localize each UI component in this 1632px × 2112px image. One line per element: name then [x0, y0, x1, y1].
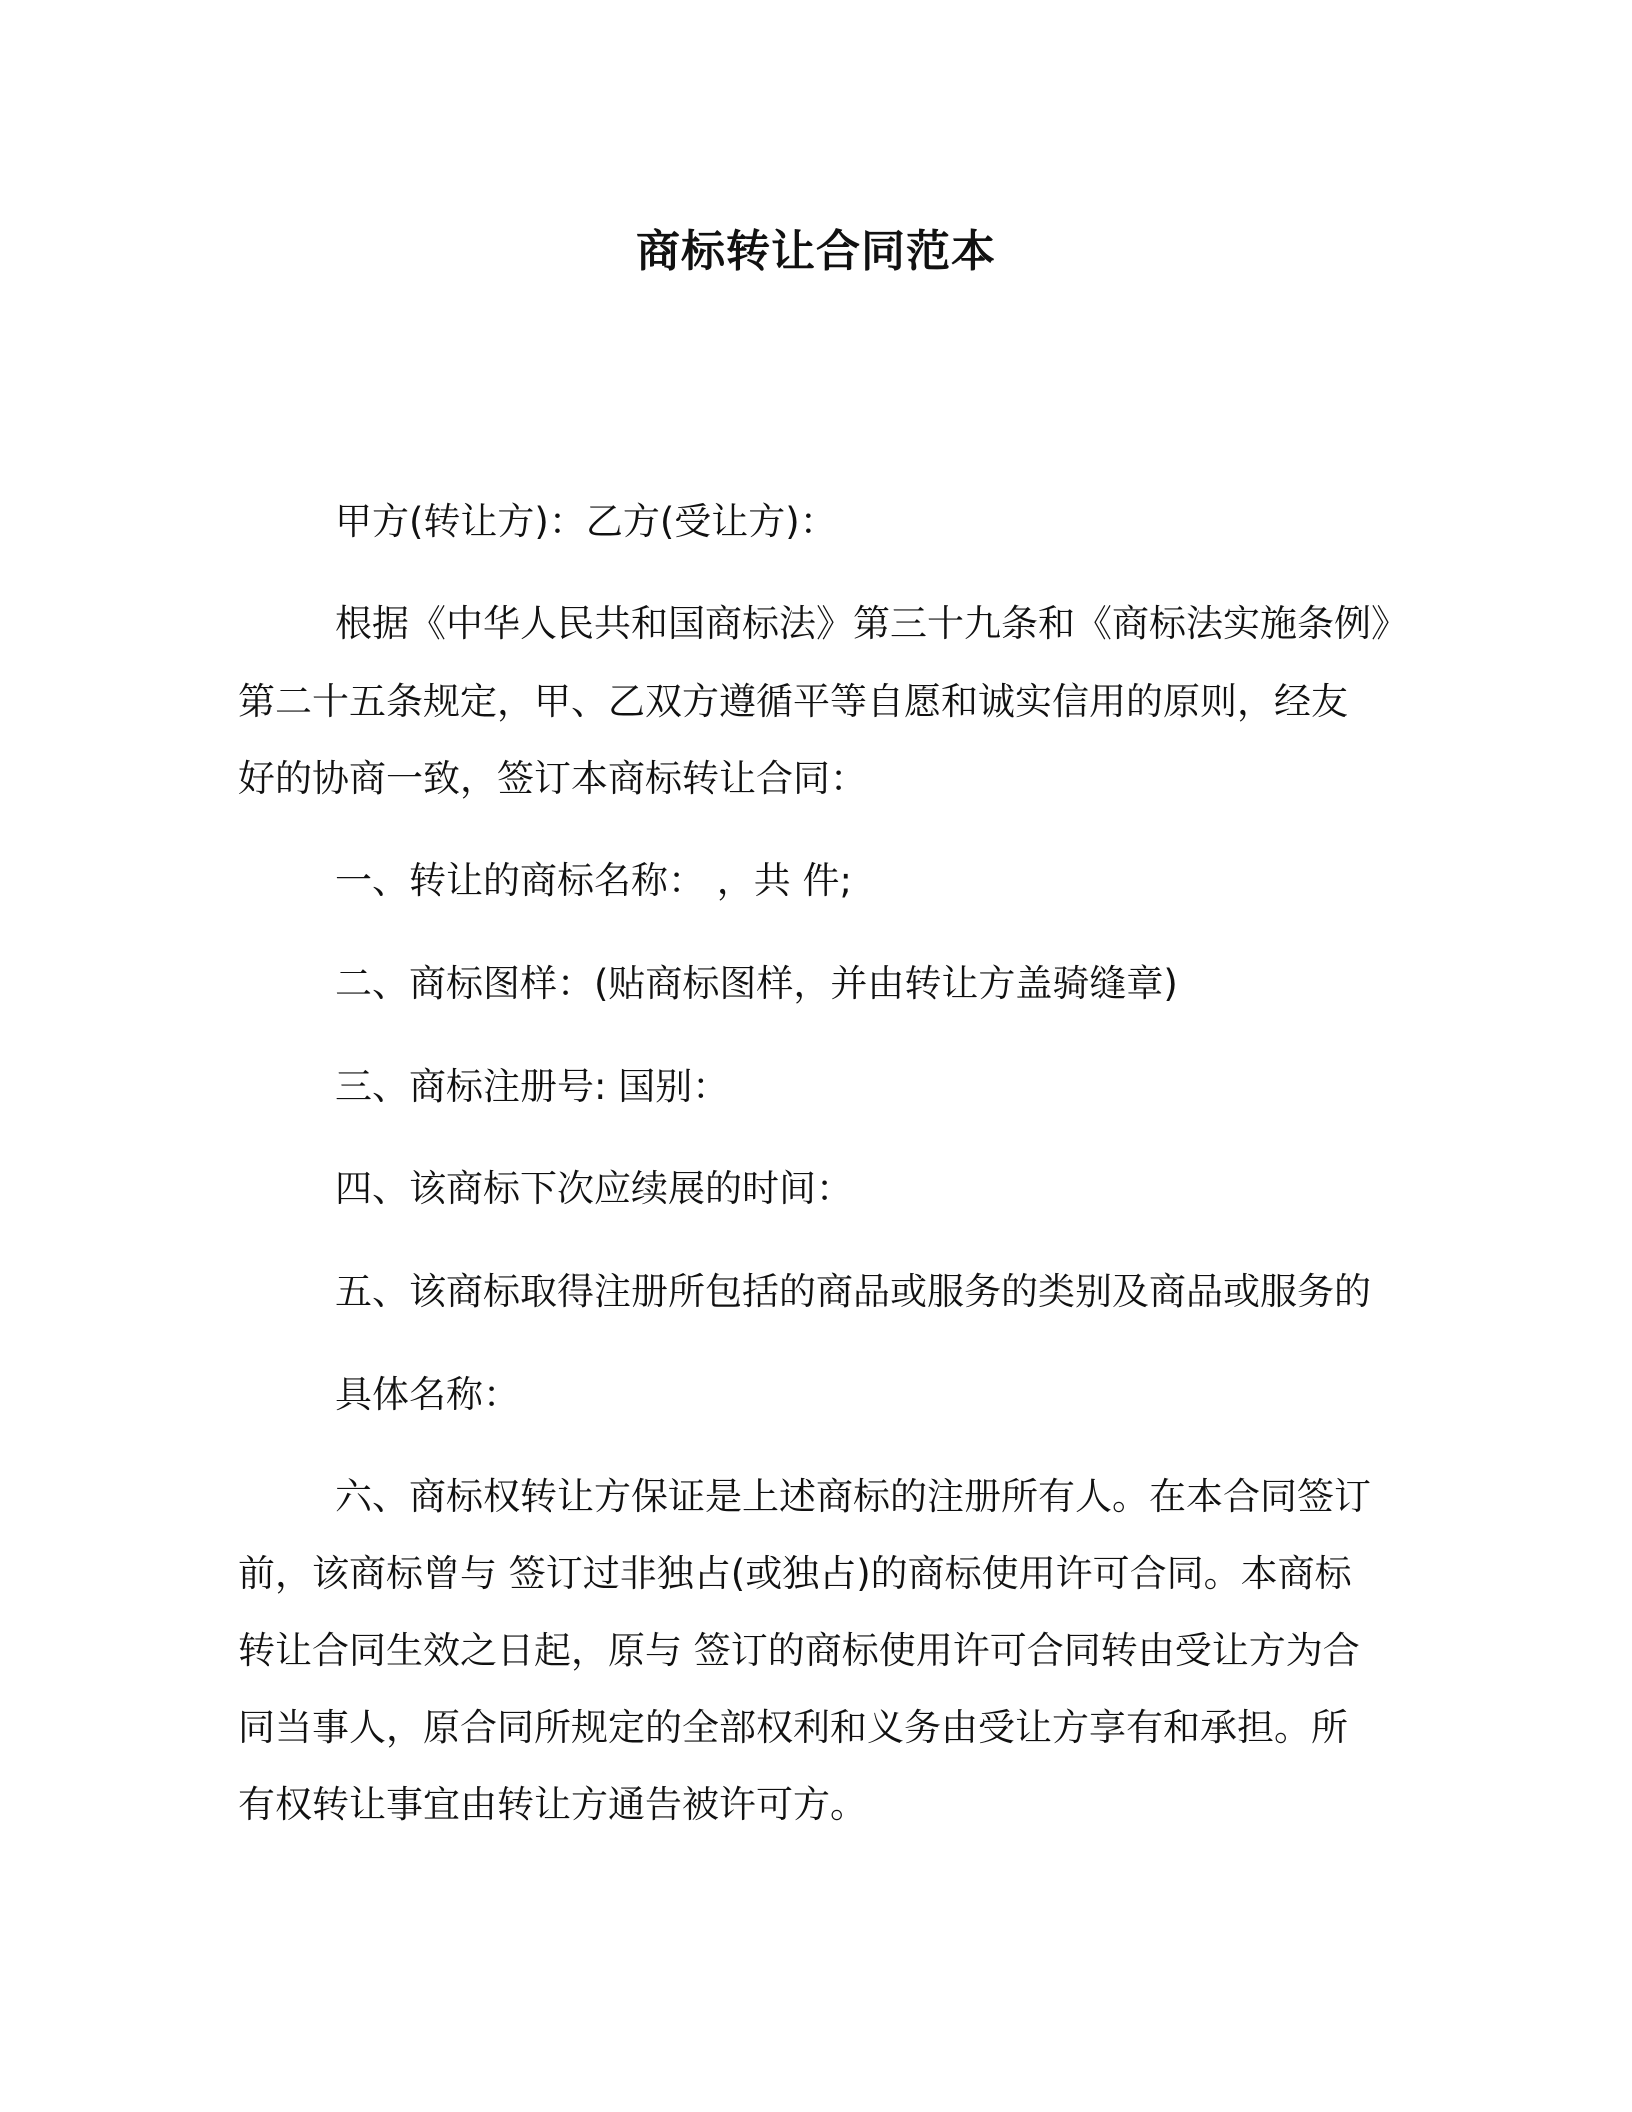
preamble-line-2: 第二十五条规定，甲、乙双方遵循平等自愿和诚实信用的原则，经友 — [238, 680, 1348, 723]
clause-5-line-2: 具体名称： — [335, 1373, 520, 1416]
clause-4: 四、该商标下次应续展的时间： — [335, 1167, 853, 1210]
preamble-line-1: 根据《中华人民共和国商标法》第三十九条和《商标法实施条例》 — [335, 602, 1408, 645]
clause-6-line-1: 六、商标权转让方保证是上述商标的注册所有人。在本合同签订 — [335, 1475, 1371, 1518]
parties-line: 甲方(转让方)：乙方(受让方)： — [335, 500, 837, 543]
clause-6-line-3: 转让合同生效之日起，原与 签订的商标使用许可合同转由受让方为合 — [238, 1629, 1360, 1672]
clause-6-line-4: 同当事人，原合同所规定的全部权利和义务由受让方享有和承担。所 — [238, 1706, 1348, 1749]
preamble-line-3: 好的协商一致，签订本商标转让合同： — [238, 757, 867, 800]
clause-6-line-2: 前，该商标曾与 签订过非独占(或独占)的商标使用许可合同。本商标 — [238, 1552, 1352, 1595]
clause-6-line-5: 有权转让事宜由转让方通告被许可方。 — [238, 1783, 867, 1826]
clause-1: 一、转让的商标名称： ，共 件; — [335, 859, 852, 902]
clause-3: 三、商标注册号: 国别： — [335, 1065, 730, 1108]
clause-5-line-1: 五、该商标取得注册所包括的商品或服务的类别及商品或服务的 — [335, 1270, 1371, 1313]
document-title: 商标转让合同范本 — [636, 226, 996, 277]
clause-2: 二、商标图样：(贴商标图样，并由转让方盖骑缝章) — [335, 962, 1178, 1005]
